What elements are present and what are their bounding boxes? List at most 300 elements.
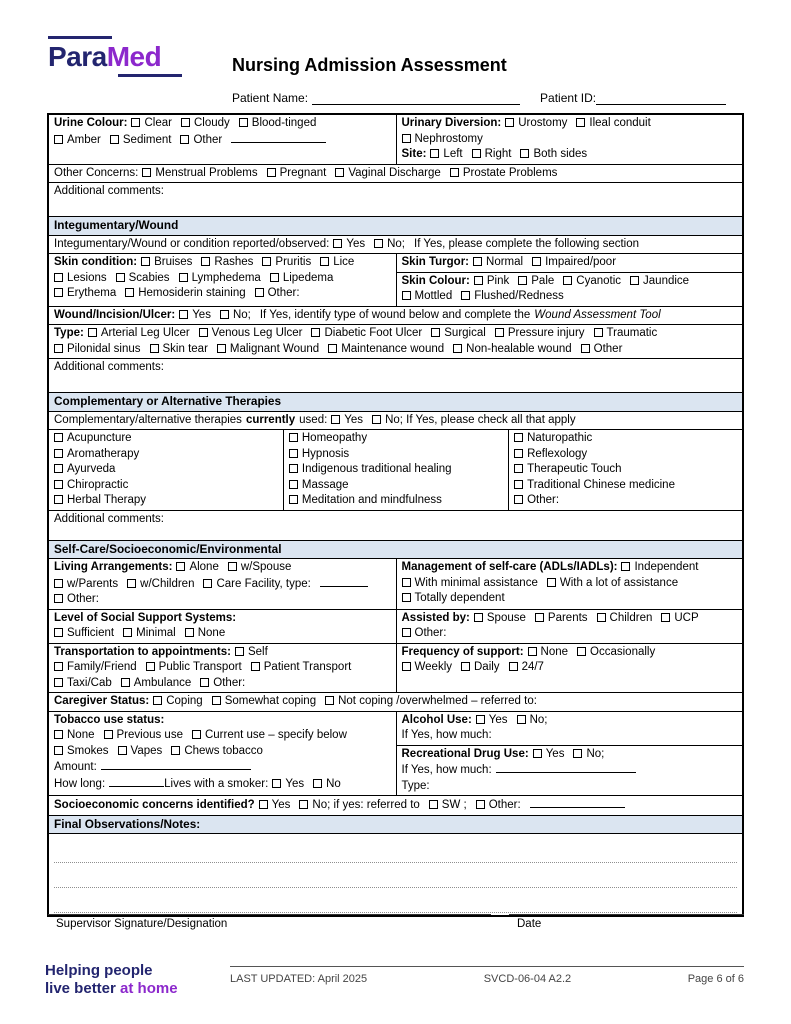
checkbox-icon[interactable] <box>235 647 244 656</box>
checkbox-option-ucp[interactable]: UCP <box>661 612 698 624</box>
checkbox-option-ambulance[interactable]: Ambulance <box>121 677 192 689</box>
checkbox-icon[interactable] <box>127 579 136 588</box>
checkbox-icon[interactable] <box>514 464 523 473</box>
checkbox-icon[interactable] <box>335 168 344 177</box>
checkbox-icon[interactable] <box>203 579 212 588</box>
checkbox-icon[interactable] <box>289 464 298 473</box>
checkbox-option-somewhat-coping[interactable]: Somewhat coping <box>212 695 316 707</box>
checkbox-icon[interactable] <box>228 562 237 571</box>
checkbox-option-non-healable-wound[interactable]: Non-healable wound <box>453 343 572 355</box>
notes-line[interactable] <box>54 838 737 863</box>
skin-row <box>49 253 742 306</box>
checkbox-icon[interactable] <box>461 291 470 300</box>
recreational-drug-cell <box>397 745 743 796</box>
notes-line[interactable] <box>54 888 737 913</box>
checkbox-icon[interactable] <box>54 662 63 671</box>
checkbox-option-cyanotic[interactable]: Cyanotic <box>563 275 621 287</box>
checkbox-icon[interactable] <box>299 800 308 809</box>
checkbox-icon[interactable] <box>594 328 603 337</box>
checkbox-option-parents[interactable]: Parents <box>535 612 588 624</box>
checkbox-option-pale[interactable]: Pale <box>518 275 554 287</box>
checkbox-option-minimal[interactable]: Minimal <box>123 627 176 639</box>
checkbox-icon[interactable] <box>532 257 541 266</box>
checkbox-icon[interactable] <box>577 647 586 656</box>
checkbox-option-erythema[interactable]: Erythema <box>54 287 116 299</box>
checkbox-icon[interactable] <box>199 328 208 337</box>
blank-line[interactable] <box>496 762 636 773</box>
checkbox-option-indigenous-traditional-healing[interactable]: Indigenous traditional healing <box>289 463 452 475</box>
support-assisted-row <box>49 609 742 643</box>
checkbox-icon[interactable] <box>576 118 585 127</box>
checkbox-icon[interactable] <box>374 239 383 248</box>
field-label: Transportation to appointments: <box>54 645 231 658</box>
field-label: Frequency of support: <box>401 645 524 658</box>
checkbox-option-impaired-poor[interactable]: Impaired/poor <box>532 256 616 268</box>
field-label: Management of self-care (ADLs/IADLs): <box>401 561 618 573</box>
checkbox-icon[interactable] <box>429 800 438 809</box>
checkbox-icon[interactable] <box>495 328 504 337</box>
field-label: Tobacco use status: <box>54 713 165 726</box>
checkbox-option-aromatherapy[interactable]: Aromatherapy <box>54 448 139 460</box>
checkbox-option-mottled[interactable]: Mottled <box>402 290 453 302</box>
blank-line[interactable] <box>530 797 625 808</box>
checkbox-option-hypnosis[interactable]: Hypnosis <box>289 448 349 460</box>
checkbox-icon[interactable] <box>54 495 63 504</box>
therapies-column-3 <box>508 430 742 510</box>
static-text: If Yes, how much: <box>401 764 492 776</box>
field-label: Urine Colour: <box>54 117 128 129</box>
checkbox-icon[interactable] <box>372 415 381 424</box>
checkbox-option-meditation-and-mindfulness[interactable]: Meditation and mindfulness <box>289 494 442 506</box>
checkbox-option-yes[interactable]: Yes <box>272 778 304 790</box>
checkbox-option-both-sides[interactable]: Both sides <box>520 148 587 160</box>
checkbox-option-hemosiderin-staining[interactable]: Hemosiderin staining <box>125 287 245 299</box>
checkbox-option-with-minimal-assistance[interactable]: With minimal assistance <box>402 577 538 589</box>
checkbox-option-previous-use[interactable]: Previous use <box>104 729 183 741</box>
checkbox-option-other[interactable]: Other: <box>476 799 521 811</box>
checkbox-icon[interactable] <box>54 135 63 144</box>
checkbox-option-yes[interactable]: Yes <box>533 748 565 760</box>
tobacco-substance-row <box>49 711 742 796</box>
checkbox-icon[interactable] <box>220 310 229 319</box>
checkbox-option-public-transport[interactable]: Public Transport <box>146 661 242 673</box>
checkbox-icon[interactable] <box>142 168 151 177</box>
checkbox-icon[interactable] <box>520 149 529 158</box>
checkbox-option-other[interactable]: Other <box>180 134 222 146</box>
urinary-diversion-cell <box>396 115 743 164</box>
checkbox-option-amber[interactable]: Amber <box>54 134 101 146</box>
checkbox-icon[interactable] <box>141 257 150 266</box>
footer-page-number: Page 6 of 6 <box>687 973 744 985</box>
checkbox-option-pink[interactable]: Pink <box>474 275 509 287</box>
checkbox-icon[interactable] <box>217 344 226 353</box>
checkbox-option-therapeutic-touch[interactable]: Therapeutic Touch <box>514 463 621 475</box>
checkbox-icon[interactable] <box>54 730 63 739</box>
additional-comments-therapies[interactable] <box>49 510 742 540</box>
supervisor-signature-line[interactable] <box>48 914 491 930</box>
checkbox-option-diabetic-foot-ulcer[interactable]: Diabetic Foot Ulcer <box>311 327 422 339</box>
patient-name-field[interactable] <box>312 92 520 105</box>
checkbox-option-taxi-cab[interactable]: Taxi/Cab <box>54 677 112 689</box>
checkbox-icon[interactable] <box>505 118 514 127</box>
checkbox-icon[interactable] <box>547 578 556 587</box>
checkbox-option-surgical[interactable]: Surgical <box>431 327 486 339</box>
checkbox-icon[interactable] <box>54 678 63 687</box>
checkbox-icon[interactable] <box>289 495 298 504</box>
checkbox-option-venous-leg-ulcer[interactable]: Venous Leg Ulcer <box>199 327 303 339</box>
checkbox-icon[interactable] <box>185 628 194 637</box>
checkbox-icon[interactable] <box>289 433 298 442</box>
checkbox-icon[interactable] <box>431 328 440 337</box>
checkbox-icon[interactable] <box>518 276 527 285</box>
checkbox-option-herbal-therapy[interactable]: Herbal Therapy <box>54 494 146 506</box>
checkbox-option-homeopathy[interactable]: Homeopathy <box>289 432 367 444</box>
checkbox-icon[interactable] <box>621 562 630 571</box>
checkbox-option-sw[interactable]: SW ; <box>429 799 467 811</box>
checkbox-icon[interactable] <box>453 344 462 353</box>
supervisor-signature-group <box>48 914 491 930</box>
blank-line[interactable] <box>101 759 251 770</box>
checkbox-icon[interactable] <box>509 662 518 671</box>
checkbox-option-normal[interactable]: Normal <box>473 256 523 268</box>
checkbox-icon[interactable] <box>514 433 523 442</box>
static-text: Integumentary/Wound or condition reported/observed: <box>54 237 330 250</box>
checkbox-icon[interactable] <box>563 276 572 285</box>
checkbox-icon[interactable] <box>328 344 337 353</box>
checkbox-icon[interactable] <box>272 779 281 788</box>
checkbox-option-other[interactable]: Other: <box>514 494 559 506</box>
checkbox-option-reflexology[interactable]: Reflexology <box>514 448 587 460</box>
field-label: Caregiver Status: <box>54 695 150 707</box>
checkbox-option-no-if-yes-referred-to[interactable]: No; if yes: referred to <box>299 799 419 811</box>
checkbox-option-malignant-wound[interactable]: Malignant Wound <box>217 343 319 355</box>
checkbox-option-other[interactable]: Other: <box>402 627 447 639</box>
checkbox-icon[interactable] <box>179 273 188 282</box>
static-text: If Yes, identify type of wound below and complete the <box>259 308 531 321</box>
checkbox-icon[interactable] <box>54 433 63 442</box>
checkbox-icon[interactable] <box>54 628 63 637</box>
blank-line[interactable] <box>320 576 368 587</box>
checkbox-icon[interactable] <box>402 291 411 300</box>
checkbox-option-blood-tinged[interactable]: Blood-tinged <box>239 117 317 129</box>
checkbox-option-naturopathic[interactable]: Naturopathic <box>514 432 592 444</box>
checkbox-option-yes[interactable]: Yes <box>259 799 291 811</box>
checkbox-option-occasionally[interactable]: Occasionally <box>577 646 655 658</box>
checkbox-icon[interactable] <box>597 613 606 622</box>
checkbox-option-bruises[interactable]: Bruises <box>141 256 192 268</box>
checkbox-option-traumatic[interactable]: Traumatic <box>594 327 658 339</box>
checkbox-option-other[interactable]: Other: <box>54 593 99 605</box>
therapies-used-row <box>49 411 742 430</box>
checkbox-option-acupuncture[interactable]: Acupuncture <box>54 432 132 444</box>
patient-id-field[interactable] <box>596 92 726 105</box>
checkbox-option-clear[interactable]: Clear <box>131 117 171 129</box>
additional-comments-wound[interactable] <box>49 358 742 392</box>
static-text: Amount: <box>54 761 97 773</box>
checkbox-icon[interactable] <box>528 647 537 656</box>
checkbox-option-traditional-chinese-medicine[interactable]: Traditional Chinese medicine <box>514 479 675 491</box>
checkbox-option-lipedema[interactable]: Lipedema <box>270 272 334 284</box>
checkbox-option-daily[interactable]: Daily <box>461 661 500 673</box>
checkbox-option-pregnant[interactable]: Pregnant <box>267 167 327 179</box>
tobacco-use-cell <box>49 712 396 796</box>
checkbox-option-w-spouse[interactable]: w/Spouse <box>228 561 292 573</box>
checkbox-option-menstrual-problems[interactable]: Menstrual Problems <box>142 167 257 179</box>
checkbox-icon[interactable] <box>54 480 63 489</box>
checkbox-icon[interactable] <box>402 593 411 602</box>
checkbox-icon[interactable] <box>54 344 63 353</box>
checkbox-option-independent[interactable]: Independent <box>621 561 698 573</box>
caregiver-status-row <box>49 692 742 711</box>
static-text: Other Concerns: <box>54 166 139 179</box>
checkbox-icon[interactable] <box>176 562 185 571</box>
checkbox-option-skin-tear[interactable]: Skin tear <box>150 343 208 355</box>
checkbox-icon[interactable] <box>123 628 132 637</box>
checkbox-option-nephrostomy[interactable]: Nephrostomy <box>402 133 483 145</box>
checkbox-option-self[interactable]: Self <box>235 646 268 658</box>
integumentary-reported-row <box>49 235 742 254</box>
checkbox-option-other[interactable]: Other <box>581 343 623 355</box>
static-text: Additional comments: <box>54 185 164 197</box>
final-notes-area[interactable] <box>49 833 742 915</box>
footer-doc-code: SVCD-06-04 A2.2 <box>483 973 572 985</box>
field-label: Skin Turgor: <box>401 256 470 268</box>
checkbox-icon[interactable] <box>535 613 544 622</box>
checkbox-icon[interactable] <box>430 149 439 158</box>
checkbox-icon[interactable] <box>573 749 582 758</box>
checkbox-option-smokes[interactable]: Smokes <box>54 745 109 757</box>
field-label: Living Arrangements: <box>54 561 173 573</box>
checkbox-icon[interactable] <box>473 257 482 266</box>
wound-incision-row <box>49 306 742 325</box>
checkbox-option-none[interactable]: None <box>528 646 569 658</box>
checkbox-icon[interactable] <box>476 800 485 809</box>
urinary-row <box>49 115 742 164</box>
checkbox-option-chiropractic[interactable]: Chiropractic <box>54 479 128 491</box>
checkbox-icon[interactable] <box>476 715 485 724</box>
checkbox-option-jaundice[interactable]: Jaundice <box>630 275 689 287</box>
checkbox-option-arterial-leg-ulcer[interactable]: Arterial Leg Ulcer <box>88 327 190 339</box>
blank-line[interactable] <box>109 776 164 787</box>
checkbox-icon[interactable] <box>116 273 125 282</box>
checkbox-option-spouse[interactable]: Spouse <box>474 612 526 624</box>
checkbox-icon[interactable] <box>153 696 162 705</box>
checkbox-option-sediment[interactable]: Sediment <box>110 134 172 146</box>
checkbox-option-coping[interactable]: Coping <box>153 695 202 707</box>
checkbox-option-cloudy[interactable]: Cloudy <box>181 117 230 129</box>
checkbox-icon[interactable] <box>270 273 279 282</box>
checkbox-icon[interactable] <box>402 134 411 143</box>
checkbox-icon[interactable] <box>200 678 209 687</box>
checkbox-option-alone[interactable]: Alone <box>176 561 218 573</box>
checkbox-option-weekly[interactable]: Weekly <box>402 661 453 673</box>
checkbox-icon[interactable] <box>450 168 459 177</box>
checkbox-icon[interactable] <box>54 594 63 603</box>
checkbox-option-24-7[interactable]: 24/7 <box>509 661 544 673</box>
checkbox-icon[interactable] <box>331 415 340 424</box>
checkbox-option-pressure-injury[interactable]: Pressure injury <box>495 327 585 339</box>
static-text: Additional comments: <box>54 361 164 373</box>
static-text: Lives with a smoker: <box>164 777 269 790</box>
skin-condition-cell <box>49 254 396 306</box>
living-arrangements-cell <box>49 559 396 609</box>
checkbox-option-ayurveda[interactable]: Ayurveda <box>54 463 115 475</box>
checkbox-option-yes[interactable]: Yes <box>331 414 363 426</box>
checkbox-icon[interactable] <box>474 613 483 622</box>
checkbox-icon[interactable] <box>255 288 264 297</box>
checkbox-option-lymphedema[interactable]: Lymphedema <box>179 272 261 284</box>
logo-para: Para <box>48 41 107 72</box>
field-label: currently <box>245 413 296 426</box>
checkbox-icon[interactable] <box>311 328 320 337</box>
section-header-final-notes: Final Observations/Notes: <box>49 815 742 834</box>
checkbox-option-lesions[interactable]: Lesions <box>54 272 107 284</box>
checkbox-option-current-use-specify-below[interactable]: Current use – specify below <box>192 729 347 741</box>
checkbox-icon[interactable] <box>150 344 159 353</box>
patient-id-group <box>540 91 726 105</box>
checkbox-icon[interactable] <box>514 495 523 504</box>
checkbox-icon[interactable] <box>131 118 140 127</box>
checkbox-icon[interactable] <box>514 449 523 458</box>
checkbox-icon[interactable] <box>171 746 180 755</box>
checkbox-option-totally-dependent[interactable]: Totally dependent <box>402 592 505 604</box>
checkbox-icon[interactable] <box>581 344 590 353</box>
checkbox-icon[interactable] <box>289 449 298 458</box>
checkbox-icon[interactable] <box>402 628 411 637</box>
checkbox-option-chews-tobacco[interactable]: Chews tobacco <box>171 745 263 757</box>
checkbox-icon[interactable] <box>54 746 63 755</box>
checkbox-option-family-friend[interactable]: Family/Friend <box>54 661 137 673</box>
patient-name-label: Patient Name: <box>232 91 309 105</box>
checkbox-icon[interactable] <box>180 135 189 144</box>
field-label: Alcohol Use: <box>401 713 472 726</box>
checkbox-option-none[interactable]: None <box>185 627 226 639</box>
checkbox-option-no[interactable]: No <box>313 778 341 790</box>
checkbox-icon[interactable] <box>289 480 298 489</box>
checkbox-option-w-parents[interactable]: w/Parents <box>54 578 118 590</box>
additional-comments-urinary[interactable] <box>49 182 742 216</box>
checkbox-icon[interactable] <box>192 730 201 739</box>
checkbox-icon[interactable] <box>118 746 127 755</box>
static-text: If Yes, please complete the following section <box>414 237 640 250</box>
checkbox-icon[interactable] <box>262 257 271 266</box>
checkbox-icon[interactable] <box>121 678 130 687</box>
checkbox-option-vapes[interactable]: Vapes <box>118 745 163 757</box>
checkbox-option-prostate-problems[interactable]: Prostate Problems <box>450 167 558 179</box>
static-text: Additional comments: <box>54 512 164 525</box>
checkbox-icon[interactable] <box>267 168 276 177</box>
checkbox-icon[interactable] <box>533 749 542 758</box>
checkbox-option-yes[interactable]: Yes <box>476 714 508 726</box>
checkbox-option-yes[interactable]: Yes <box>333 238 365 250</box>
checkbox-option-scabies[interactable]: Scabies <box>116 272 170 284</box>
checkbox-option-other[interactable]: Other: <box>255 287 300 299</box>
checkbox-option-ileal-conduit[interactable]: Ileal conduit <box>576 117 650 129</box>
checkbox-icon[interactable] <box>54 464 63 473</box>
checkbox-icon[interactable] <box>320 257 329 266</box>
checkbox-option-lice[interactable]: Lice <box>320 256 354 268</box>
checkbox-icon[interactable] <box>474 276 483 285</box>
checkbox-option-patient-transport[interactable]: Patient Transport <box>251 661 352 673</box>
checkbox-icon[interactable] <box>630 276 639 285</box>
checkbox-option-w-children[interactable]: w/Children <box>127 578 194 590</box>
checkbox-icon[interactable] <box>179 310 188 319</box>
supervisor-signature-label: Supervisor Signature/Designation <box>56 918 228 930</box>
checkbox-option-no-if-yes-please-check-all-that-apply[interactable]: No; If Yes, please check all that apply <box>372 414 576 426</box>
checkbox-icon[interactable] <box>325 696 334 705</box>
checkbox-option-pilonidal-sinus[interactable]: Pilonidal sinus <box>54 343 141 355</box>
checkbox-icon[interactable] <box>333 239 342 248</box>
checkbox-option-not-coping-overwhelmed-referred-to[interactable]: Not coping /overwhelmed – referred to: <box>325 695 537 707</box>
checkbox-icon[interactable] <box>181 118 190 127</box>
checkbox-icon[interactable] <box>402 662 411 671</box>
checkbox-option-sufficient[interactable]: Sufficient <box>54 627 114 639</box>
checkbox-option-with-a-lot-of-assistance[interactable]: With a lot of assistance <box>547 577 678 589</box>
checkbox-icon[interactable] <box>402 578 411 587</box>
patient-id-label: Patient ID: <box>540 91 597 105</box>
checkbox-option-care-facility-type[interactable]: Care Facility, type: <box>203 578 310 590</box>
checkbox-icon[interactable] <box>313 779 322 788</box>
checkbox-icon[interactable] <box>201 257 210 266</box>
checkbox-option-no[interactable]: No; <box>220 309 251 321</box>
checkbox-option-none[interactable]: None <box>54 729 95 741</box>
checkbox-option-other[interactable]: Other: <box>200 677 245 689</box>
checkbox-option-flushed-redness[interactable]: Flushed/Redness <box>461 290 564 302</box>
checkbox-icon[interactable] <box>54 288 63 297</box>
assisted-by-cell <box>396 610 743 643</box>
checkbox-icon[interactable] <box>88 328 97 337</box>
checkbox-icon[interactable] <box>259 800 268 809</box>
notes-line[interactable] <box>54 863 737 888</box>
checkbox-icon[interactable] <box>239 118 248 127</box>
checkbox-option-no[interactable]: No; <box>573 748 604 760</box>
checkbox-option-right[interactable]: Right <box>472 148 512 160</box>
checkbox-icon[interactable] <box>54 449 63 458</box>
field-label: Site: <box>401 148 427 160</box>
checkbox-icon[interactable] <box>110 135 119 144</box>
checkbox-icon[interactable] <box>54 579 63 588</box>
checkbox-icon[interactable] <box>251 662 260 671</box>
signature-block <box>48 914 744 930</box>
checkbox-icon[interactable] <box>517 715 526 724</box>
checkbox-option-left[interactable]: Left <box>430 148 462 160</box>
checkbox-icon[interactable] <box>514 480 523 489</box>
checkbox-option-children[interactable]: Children <box>597 612 653 624</box>
checkbox-icon[interactable] <box>212 696 221 705</box>
checkbox-option-urostomy[interactable]: Urostomy <box>505 117 567 129</box>
checkbox-icon[interactable] <box>104 730 113 739</box>
field-label: Assisted by: <box>401 611 470 624</box>
checkbox-icon[interactable] <box>461 662 470 671</box>
date-line[interactable] <box>509 914 744 930</box>
checkbox-icon[interactable] <box>472 149 481 158</box>
checkbox-icon[interactable] <box>125 288 134 297</box>
checkbox-option-vaginal-discharge[interactable]: Vaginal Discharge <box>335 167 440 179</box>
checkbox-icon[interactable] <box>146 662 155 671</box>
logo-wordmark <box>48 42 188 72</box>
checkbox-option-maintenance-wound[interactable]: Maintenance wound <box>328 343 444 355</box>
checkbox-option-no[interactable]: No; <box>517 714 548 726</box>
checkbox-option-massage[interactable]: Massage <box>289 479 349 491</box>
blank-line[interactable] <box>231 132 326 143</box>
checkbox-option-no[interactable]: No; <box>374 238 405 250</box>
checkbox-icon[interactable] <box>661 613 670 622</box>
logo-med: Med <box>106 41 162 72</box>
checkbox-option-yes[interactable]: Yes <box>179 309 211 321</box>
checkbox-icon[interactable] <box>54 273 63 282</box>
checkbox-option-pruritis[interactable]: Pruritis <box>262 256 311 268</box>
checkbox-option-rashes[interactable]: Rashes <box>201 256 253 268</box>
